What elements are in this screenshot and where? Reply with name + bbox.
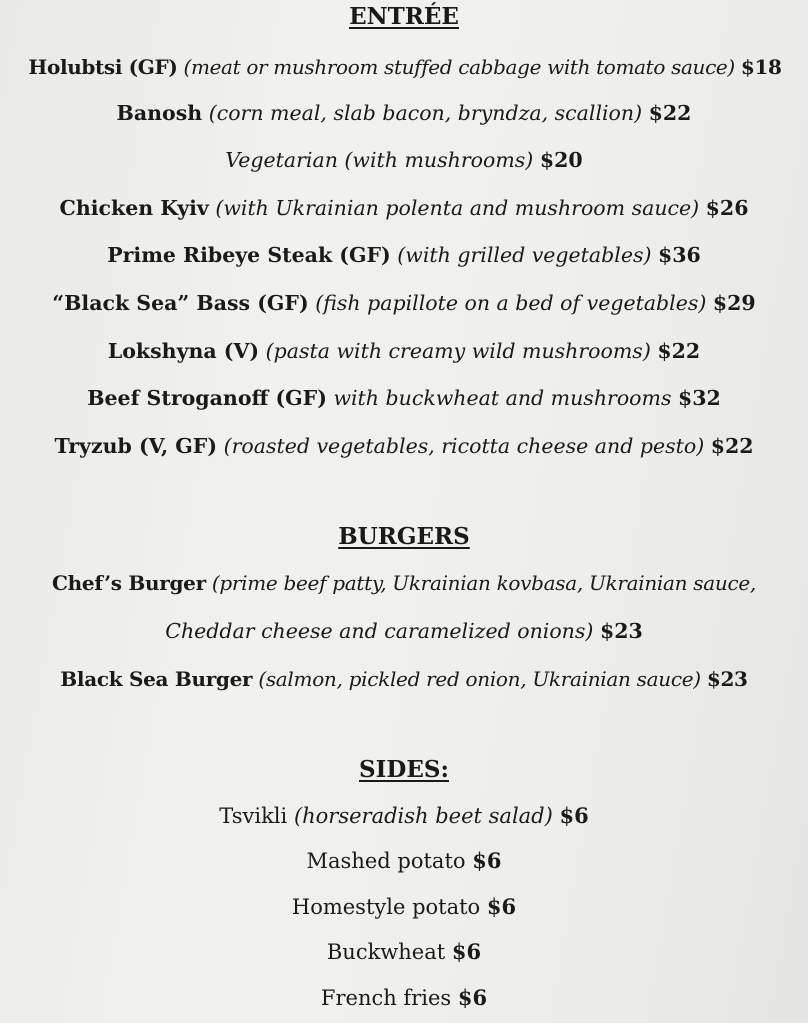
item-name: “Black Sea” Bass (GF) bbox=[52, 291, 309, 315]
menu-item-beef-stroganoff bbox=[0, 383, 808, 413]
item-name: Chicken Kyiv bbox=[59, 196, 209, 220]
item-name: Beef Stroganoff (GF) bbox=[87, 386, 327, 410]
burgers-heading: BURGERS bbox=[338, 523, 470, 550]
item-description: (salmon, pickled red onion, Ukrainian sauce) bbox=[258, 667, 701, 691]
item-description: Vegetarian (with mushrooms) bbox=[225, 148, 534, 172]
item-price: $32 bbox=[678, 386, 721, 410]
item-description: (pasta with creamy wild mushrooms) bbox=[265, 339, 651, 363]
item-price: $22 bbox=[648, 101, 692, 125]
item-name: Tsvikli bbox=[219, 804, 288, 828]
menu-item-mashed-potato bbox=[0, 846, 808, 876]
item-description: (with Ukrainian polenta and mushroom sauce) bbox=[215, 196, 700, 220]
item-price: $6 bbox=[457, 985, 488, 1010]
item-description: (horseradish beet salad) bbox=[293, 804, 553, 828]
menu-item-black-sea-bass bbox=[0, 288, 808, 318]
item-name: Black Sea Burger bbox=[60, 667, 253, 691]
menu-item-black-sea-burger bbox=[0, 664, 808, 694]
menu-item-chefs-burger bbox=[0, 568, 808, 598]
item-price: $22 bbox=[657, 339, 701, 363]
item-price: $6 bbox=[559, 803, 589, 828]
item-name: Chef’s Burger bbox=[52, 571, 206, 595]
item-description: (prime beef patty, Ukrainian kovbasa, Ukrainian sauce, bbox=[211, 571, 756, 595]
item-name: Mashed potato bbox=[306, 849, 466, 873]
item-price: $26 bbox=[705, 196, 749, 220]
item-description: (with grilled vegetables) bbox=[397, 243, 652, 267]
menu-item-tryzub bbox=[0, 431, 808, 461]
menu-item-banosh-vegetarian bbox=[0, 145, 808, 175]
menu-item-homestyle-potato bbox=[0, 892, 808, 922]
item-description: (corn meal, slab bacon, bryndza, scallion) bbox=[208, 101, 643, 125]
item-price: $29 bbox=[712, 291, 756, 315]
menu-item-ribeye-steak bbox=[0, 240, 808, 270]
menu-item-chicken-kyiv bbox=[0, 193, 808, 223]
item-name: Banosh bbox=[116, 101, 203, 125]
menu-item-lokshyna bbox=[0, 336, 808, 366]
item-name: Prime Ribeye Steak (GF) bbox=[107, 243, 391, 267]
menu-item-banosh bbox=[0, 98, 808, 128]
entree-heading: ENTRÉE bbox=[349, 3, 459, 30]
item-price: $20 bbox=[539, 148, 583, 172]
sides-heading: SIDES: bbox=[359, 756, 449, 783]
item-name: Buckwheat bbox=[326, 940, 446, 964]
item-name: French fries bbox=[320, 986, 452, 1010]
menu-item-tsvikli bbox=[0, 801, 808, 831]
item-name: Holubtsi (GF) bbox=[28, 55, 178, 79]
item-description: with buckwheat and mushrooms bbox=[333, 386, 672, 410]
menu-item-french-fries bbox=[0, 983, 808, 1013]
menu-item-holubtsi bbox=[0, 52, 808, 82]
item-price: $6 bbox=[451, 939, 482, 964]
item-description: (roasted vegetables, ricotta cheese and pesto) bbox=[223, 434, 705, 458]
item-name: Lokshyna (V) bbox=[107, 339, 260, 363]
item-description: (meat or mushroom stuffed cabbage with tomato sauce) bbox=[183, 55, 735, 79]
menu-item-chefs-burger-continued bbox=[0, 616, 808, 646]
item-name: Tryzub (V, GF) bbox=[54, 434, 218, 458]
item-price: $36 bbox=[658, 243, 701, 267]
item-description: (fish papillote on a bed of vegetables) bbox=[315, 291, 707, 315]
item-price: $6 bbox=[486, 894, 517, 919]
item-name: Homestyle potato bbox=[291, 895, 481, 919]
item-price: $6 bbox=[472, 848, 502, 873]
item-price: $23 bbox=[599, 619, 643, 643]
item-price: $23 bbox=[706, 667, 748, 691]
item-price: $22 bbox=[710, 434, 754, 458]
item-description: Cheddar cheese and caramelized onions) bbox=[165, 619, 594, 643]
item-price: $18 bbox=[740, 55, 782, 79]
menu-item-buckwheat bbox=[0, 937, 808, 967]
